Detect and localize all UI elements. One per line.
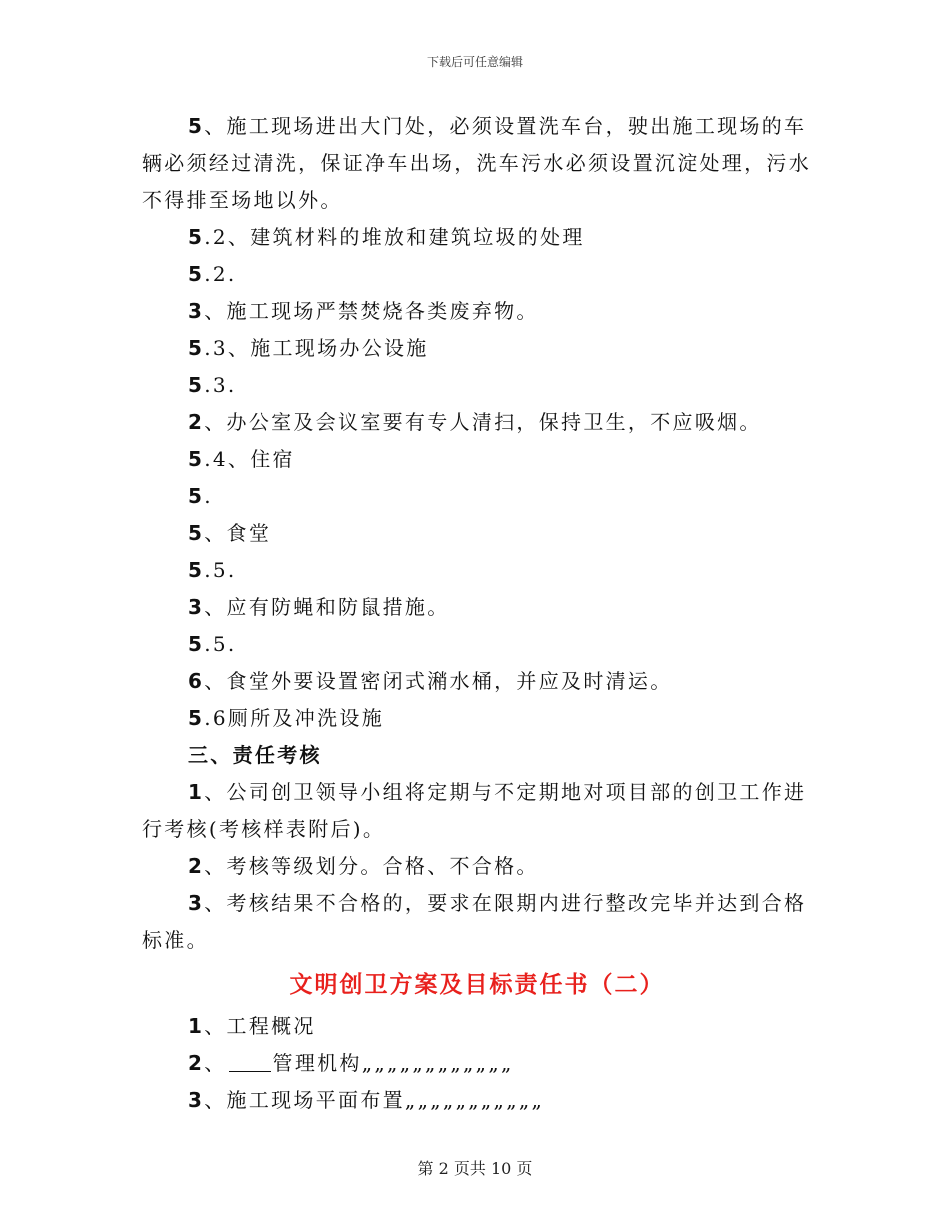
paragraph: 3、应有防蝇和防鼠措施。 — [188, 595, 450, 619]
paragraph: 5. — [188, 484, 213, 508]
paragraph: 6、食堂外要设置密闭式潲水桶，并应及时清运。 — [188, 669, 673, 693]
paragraph: 5.5. — [188, 558, 237, 582]
paragraph: 5.5. — [188, 632, 237, 656]
blank-underline — [229, 1053, 271, 1072]
toc-item: 1、工程概况 — [188, 1014, 316, 1038]
section-item: 3、考核结果不合格的，要求在限期内进行整改完毕并达到合格标准。 — [142, 891, 807, 952]
paragraph: 5.2、建筑材料的堆放和建筑垃圾的处理 — [188, 225, 585, 249]
toc-item: 2、 管理机构„„„„„„„„„„„„ — [188, 1051, 514, 1075]
paragraph: 2、办公室及会议室要有专人清扫，保持卫生，不应吸烟。 — [188, 410, 762, 434]
section-heading: 三、责任考核 — [188, 743, 322, 767]
paragraph: 5.2. — [188, 262, 237, 286]
toc-item: 3、施工现场平面布置„„„„„„„„„„„ — [188, 1088, 545, 1112]
section-item: 1、公司创卫领导小组将定期与不定期地对项目部的创卫工作进行考核(考核样表附后)。 — [142, 780, 807, 841]
paragraph: 5.3、施工现场办公设施 — [188, 336, 429, 360]
paragraph: 5.6厕所及冲洗设施 — [188, 706, 385, 730]
paragraph: 5、食堂 — [188, 521, 272, 545]
page-footer: 第 2 页共 10 页 — [417, 1159, 533, 1178]
page-header: 下载后可任意编辑 — [426, 55, 523, 69]
paragraph: 5.4、住宿 — [188, 447, 295, 471]
paragraph: 5.3. — [188, 373, 237, 397]
section-item: 2、考核等级划分。合格、不合格。 — [188, 854, 539, 878]
document-title: 文明创卫方案及目标责任书（二） — [289, 971, 665, 998]
document-body — [142, 108, 812, 1119]
paragraph: 3、施工现场严禁焚烧各类废弃物。 — [188, 299, 539, 323]
paragraph: 5、施工现场进出大门处，必须设置洗车台，驶出施工现场的车辆必须经过清洗，保证净车出场，洗车污水必须设置沉淀处理，污水不得排至场地以外。 — [142, 114, 811, 212]
